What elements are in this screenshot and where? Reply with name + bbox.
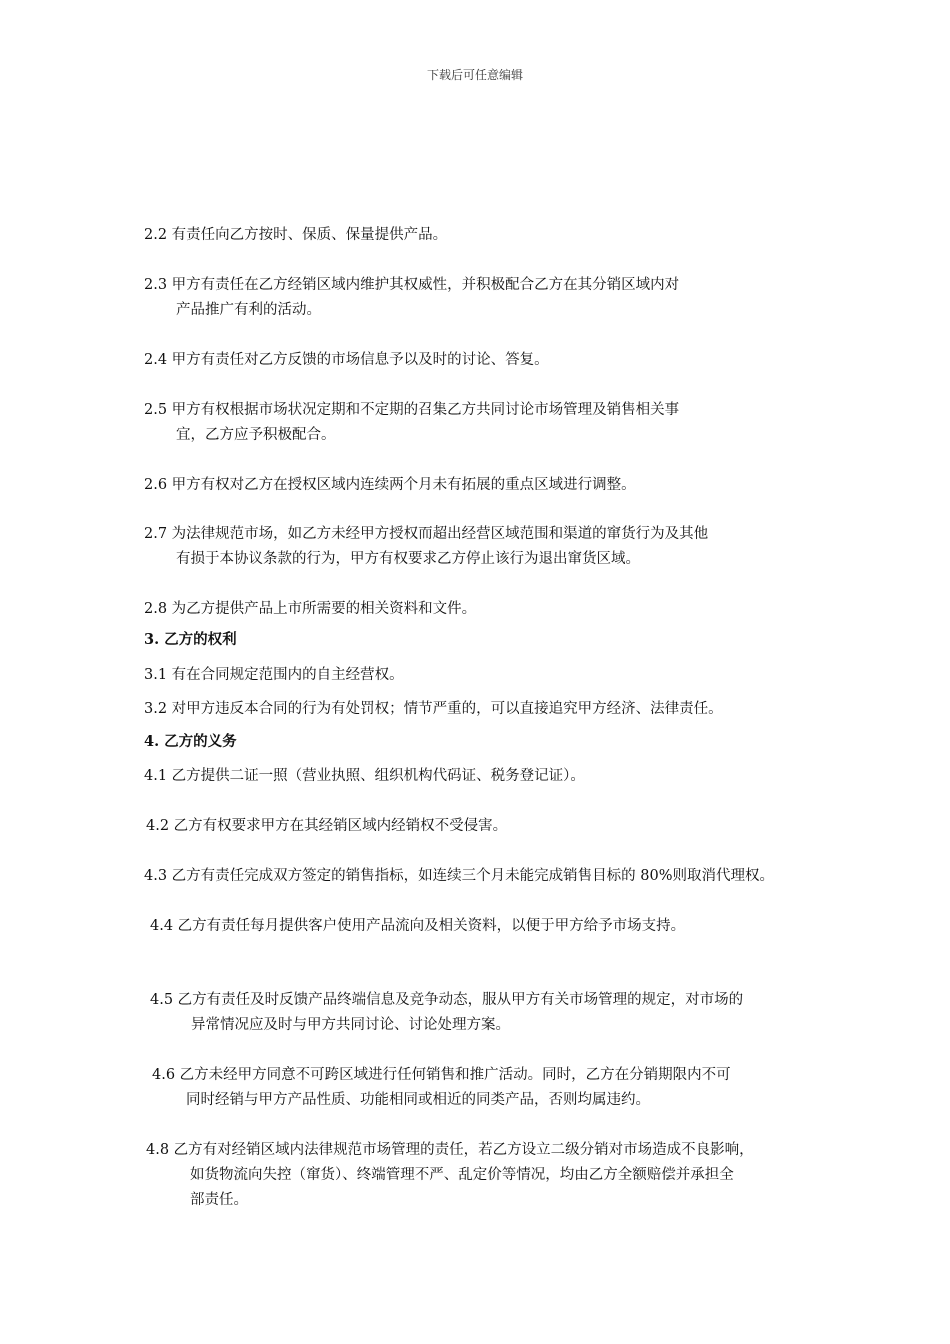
clause-3-1: 3.1 有在合同规定范围内的自主经营权。 (144, 667, 404, 683)
clause-4-5-cont: 异常情况应及时与甲方共同讨论、讨论处理方案。 (191, 1017, 510, 1033)
clause-4-4: 4.4 乙方有责任每月提供客户使用产品流向及相关资料，以便于甲方给予市场支持。 (150, 918, 686, 934)
clause-2-5-cont: 宜，乙方应予积极配合。 (176, 427, 336, 443)
clause-4-8-cont-2: 部责任。 (190, 1192, 248, 1208)
section-3-heading: 3. 乙方的权利 (144, 631, 237, 648)
clause-4-1: 4.1 乙方提供二证一照（营业执照、组织机构代码证、税务登记证）。 (144, 768, 585, 784)
section-4-heading: 4. 乙方的义务 (144, 733, 237, 750)
clause-2-3: 2.3 甲方有责任在乙方经销区域内维护其权威性，并积极配合乙方在其分销区域内对 (144, 277, 680, 293)
clause-4-8: 4.8 乙方有对经销区域内法律规范市场管理的责任，若乙方设立二级分销对市场造成不良影响， (146, 1142, 754, 1158)
clause-2-2: 2.2 有责任向乙方按时、保质、保量提供产品。 (144, 227, 448, 243)
clause-2-7-cont: 有损于本协议条款的行为，甲方有权要求乙方停止该行为退出窜货区域。 (176, 551, 640, 567)
clause-4-8-cont-1: 如货物流向失控（窜货）、终端管理不严、乱定价等情况，均由乙方全额赔偿并承担全 (190, 1167, 734, 1183)
clause-4-2: 4.2 乙方有权要求甲方在其经销区域内经销权不受侵害。 (146, 818, 508, 834)
clause-4-6-cont: 同时经销与甲方产品性质、功能相同或相近的同类产品，否则均属违约。 (186, 1092, 650, 1108)
clause-4-6: 4.6 乙方未经甲方同意不可跨区域进行任何销售和推广活动。同时，乙方在分销期限内不可 (152, 1067, 731, 1083)
clause-3-2: 3.2 对甲方违反本合同的行为有处罚权；情节严重的，可以直接追究甲方经济、法律责任。 (144, 701, 723, 717)
page-header: 下载后可任意编辑 (426, 68, 523, 82)
clause-4-5: 4.5 乙方有责任及时反馈产品终端信息及竞争动态，服从甲方有关市场管理的规定，对市场的 (150, 992, 744, 1008)
clause-2-3-cont: 产品推广有利的活动。 (176, 302, 321, 318)
clause-2-6: 2.6 甲方有权对乙方在授权区域内连续两个月未有拓展的重点区域进行调整。 (144, 477, 636, 493)
clause-2-8: 2.8 为乙方提供产品上市所需要的相关资料和文件。 (144, 601, 477, 617)
clause-2-4: 2.4 甲方有责任对乙方反馈的市场信息予以及时的讨论、答复。 (144, 352, 549, 368)
clause-2-7: 2.7 为法律规范市场，如乙方未经甲方授权而超出经营区域范围和渠道的窜货行为及其他 (144, 526, 709, 542)
clause-4-3: 4.3 乙方有责任完成双方签定的销售指标，如连续三个月未能完成销售目标的 80%则取消代理权。 (144, 868, 775, 884)
clause-2-5: 2.5 甲方有权根据市场状况定期和不定期的召集乙方共同讨论市场管理及销售相关事 (144, 402, 680, 418)
